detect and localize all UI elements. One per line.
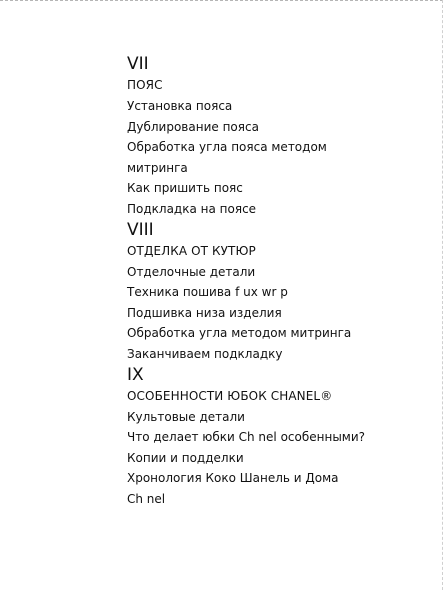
- toc-entry[interactable]: Установка пояса: [127, 99, 233, 113]
- toc-entry[interactable]: Дублирование пояса: [127, 119, 259, 134]
- section-title: ОСОБЕННОСТИ ЮБОК CHANEL®: [127, 388, 333, 403]
- toc-entry[interactable]: Заканчиваем подкладку: [127, 346, 283, 361]
- toc-section-7: [127, 54, 427, 220]
- toc-entry[interactable]: Подкладка на поясе: [127, 201, 257, 216]
- toc-entry[interactable]: митринга: [127, 160, 188, 175]
- toc-entry[interactable]: Хронология Коко Шанель и Дома: [127, 471, 339, 486]
- section-numeral: VIII: [127, 219, 154, 240]
- toc-entry[interactable]: Техника пошива f ux wr p: [127, 285, 288, 300]
- table-of-contents: [127, 54, 427, 510]
- toc-entry[interactable]: Копии и подделки: [127, 450, 244, 465]
- toc-section-8: [127, 220, 427, 365]
- toc-section-9: [127, 365, 427, 510]
- toc-entry[interactable]: Обработка угла пояса методом: [127, 140, 327, 155]
- toc-entry[interactable]: Культовые детали: [127, 409, 245, 424]
- toc-entry[interactable]: Подшивка низа изделия: [127, 305, 282, 320]
- toc-entry[interactable]: Отделочные детали: [127, 264, 256, 279]
- toc-entry[interactable]: Ch nel: [127, 491, 166, 506]
- toc-entry[interactable]: Что делает юбки Ch nel особенными?: [127, 430, 366, 445]
- section-title: ПОЯС: [127, 78, 163, 92]
- section-title: ОТДЕЛКА ОТ КУТЮР: [127, 243, 256, 258]
- section-numeral: VII: [127, 54, 149, 74]
- section-numeral: IX: [127, 364, 144, 385]
- page-top-border: [0, 0, 443, 1]
- toc-entry[interactable]: Обработка угла методом митринга: [127, 326, 352, 341]
- toc-entry[interactable]: Как пришить пояс: [127, 181, 243, 196]
